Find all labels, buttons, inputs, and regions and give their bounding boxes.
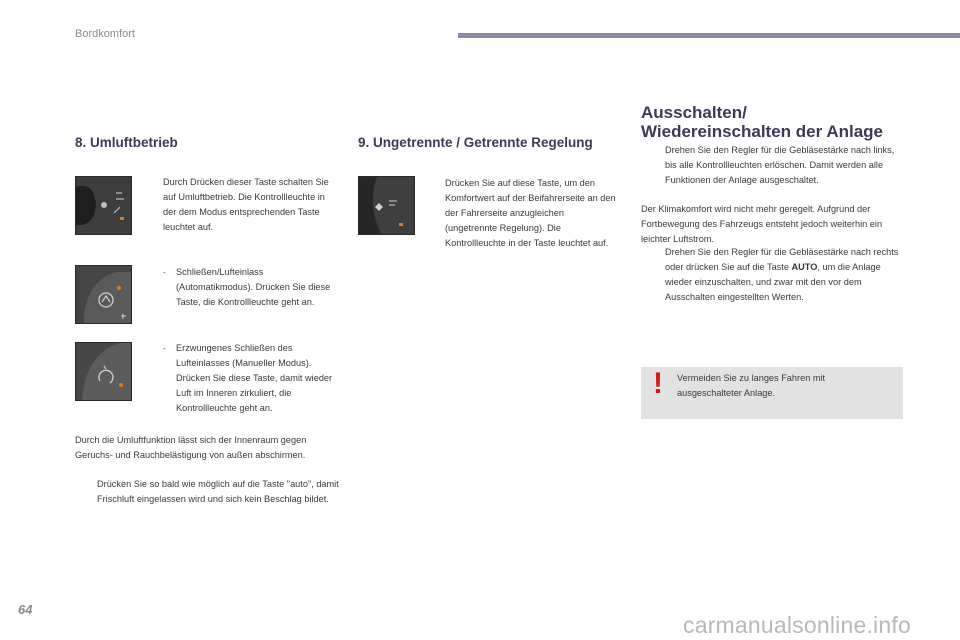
section-8-title: 8. Umluftbetrieb (75, 135, 178, 150)
section-8-bullet-1 (141, 175, 336, 235)
section-8-dash-2 (163, 341, 341, 416)
bullet-text (665, 245, 905, 305)
bullet-text-end: , um die Anlage wieder einzuschalten, und zwar mit den vor dem Ausschalten eingestellten Werten. (665, 262, 881, 302)
page-number: 64 (18, 602, 33, 617)
bullet-text: Durch Drücken dieser Taste schalten Sie auf Umluftbetrieb. Die Kontrollleuchte in der dem Modus entsprechenden Taste leuchtet auf. (163, 177, 329, 232)
warning-icon: ! (653, 367, 663, 400)
dash-marker: - (163, 268, 166, 277)
bullet-marker (75, 477, 97, 507)
dash-marker: - (163, 344, 166, 353)
dash-text: Schließen/Lufteinlass (Automatikmodus). Drücken Sie diese Taste, die Kontrollleuchte geht an. (176, 267, 331, 307)
bullet-marker (643, 245, 665, 305)
bullet-text: Drücken Sie so bald wie möglich auf die Taste "auto", damit Frischluft eingelassen wird und sich kein Beschlag bildet. (97, 479, 339, 504)
off-section-title-line-2: Wiedereinschalten der Anlage (641, 122, 884, 141)
section-8-paragraph: Durch die Umluftfunktion lässt sich der Innenraum gegen Geruchs- und Rauchbelästigung von außen abschirmen. (75, 435, 307, 460)
bullet-text-start: Drehen Sie den Regler für die Gebläsestärke nach rechts oder drücken Sie auf die Taste (665, 247, 899, 272)
off-section-title (641, 103, 883, 141)
off-section-bullet-1 (643, 143, 905, 188)
mono-dual-button-photo (358, 176, 415, 235)
section-9-title: 9. Ungetrennte / Getrennte Regelung (358, 135, 593, 150)
off-section-title-line-1: Ausschalten/ (641, 103, 747, 122)
header-title: Bordkomfort (75, 28, 135, 40)
dash-text: Erzwungenes Schließen des Lufteinlasses (Manueller Modus). Drücken Sie diese Taste, damit wieder Luft im Inneren zirkuliert, die Kontrollleuchte geht an. (176, 343, 333, 413)
section-9-bullet (423, 176, 618, 251)
bullet-text: Drücken Sie auf diese Taste, um den Komfortwert auf der Beifahrerseite an den der Fahrerseite anzugleichen (ungetrennte Regelung). Die Kontrollleuchte in der Taste leuchtet auf. (445, 178, 616, 248)
auto-label: AUTO (791, 262, 818, 272)
manual-recirculation-button-photo (75, 342, 132, 401)
section-8-bullet-2 (75, 477, 340, 507)
off-section-paragraph: Der Klimakomfort wird nicht mehr geregelt. Aufgrund der Fortbewegung des Fahrzeugs entsteht jedoch weiterhin ein leichter Luftstrom. (641, 204, 883, 244)
watermark: carmanualsonline.info (683, 612, 911, 638)
warning-box (641, 367, 903, 419)
section-8-dash-1 (163, 265, 338, 310)
bullet-marker (423, 176, 445, 251)
bullet-text: Drehen Sie den Regler für die Gebläsestärke nach links, bis alle Kontrollleuchten erlöschen. Damit werden alle Funktionen der Anlage ausgeschaltet. (665, 145, 895, 185)
recirculation-button-photo (75, 176, 132, 235)
off-section-bullet-2 (643, 245, 905, 305)
bullet-marker (643, 143, 665, 188)
bullet-marker (141, 175, 163, 235)
warning-text: Vermeiden Sie zu langes Fahren mit ausgeschalteter Anlage. (677, 373, 826, 398)
auto-air-intake-button-photo (75, 265, 132, 324)
header-bar (458, 33, 960, 38)
